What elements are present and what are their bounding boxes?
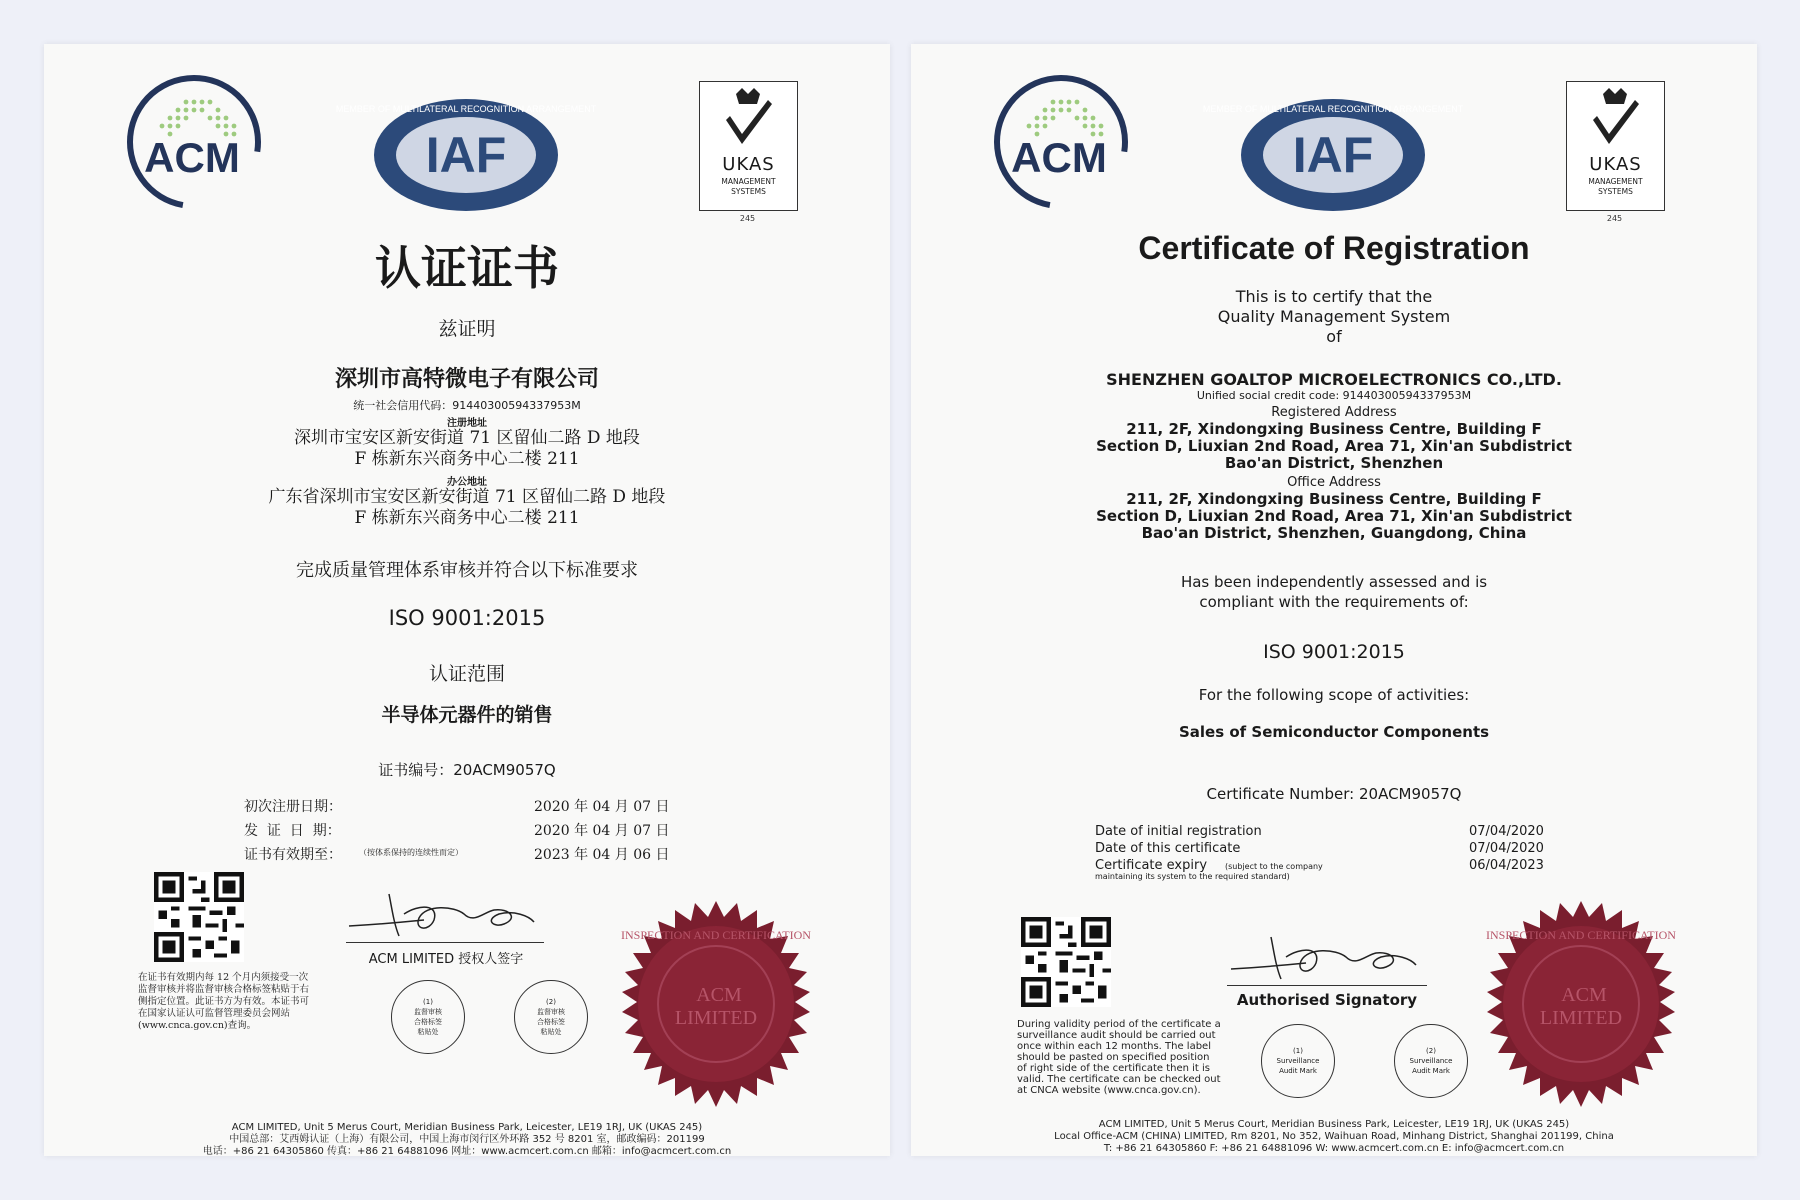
scope: 半导体元器件的销售 bbox=[381, 704, 553, 726]
svg-text:ACM: ACM bbox=[144, 134, 240, 181]
signature-line bbox=[1227, 985, 1427, 986]
certify-line: of bbox=[1326, 327, 1342, 346]
credit-code: Unified social credit code: 91440300594337953M bbox=[1196, 389, 1472, 402]
audit-mark-text: 合格标签 bbox=[537, 1018, 565, 1026]
note-line: valid. The certificate can be checked out bbox=[1017, 1074, 1221, 1085]
audit-mark-text: Audit Mark bbox=[1412, 1067, 1450, 1075]
ukas-logo bbox=[699, 81, 798, 211]
certify-text: 兹证明 bbox=[438, 318, 496, 340]
certificate-english bbox=[911, 44, 1757, 1156]
company-name: 深圳市高特微电子有限公司 bbox=[334, 367, 599, 392]
company-name: SHENZHEN GOALTOP MICROELECTRONICS CO.,LTD. bbox=[1106, 370, 1562, 389]
note-line: 在国家认证认可监督管理委员会网站 bbox=[138, 1008, 291, 1019]
footer bbox=[44, 1122, 890, 1158]
reg-address-label: 注册地址 bbox=[447, 418, 487, 429]
certificate-chinese bbox=[44, 44, 890, 1156]
statement: 完成质量管理体系审核并符合以下标准要求 bbox=[296, 560, 638, 581]
audit-mark-text: 粘贴处 bbox=[540, 1028, 562, 1036]
cert-number: Certificate Number: 20ACM9057Q bbox=[1206, 785, 1462, 803]
date-cert-label: Date of this certificate bbox=[1095, 841, 1241, 856]
office-address-line2: Section D, Liuxian 2nd Road, Area 71, Xin'an Subdistrict bbox=[1096, 507, 1572, 525]
footer-line-2: 中国总部：艾西姆认证（上海）有限公司，中国上海市闵行区外环路 352 号 8201 室，邮政编码：201199 bbox=[229, 1134, 705, 1145]
footer-line-3: 电话：+86 21 64305860 传真：+86 21 64881096 网址：www.acmcert.com.cn 邮箱：info@acmcert.com.cn bbox=[202, 1146, 732, 1157]
date-expiry-note: （按体系保持的连续性而定） bbox=[359, 848, 463, 857]
ukas-sub1: MANAGEMENT bbox=[721, 177, 776, 186]
note-line: 监督审核并将监督审核合格标签粘贴于右 bbox=[138, 984, 310, 995]
note-line: surveillance audit should be carried out bbox=[1017, 1030, 1216, 1041]
ukas-sub2: SYSTEMS bbox=[1598, 187, 1633, 196]
ukas-sub1: MANAGEMENT bbox=[1588, 177, 1643, 186]
seal-icon bbox=[1476, 899, 1686, 1109]
acm-logo-icon bbox=[983, 72, 1131, 217]
signature-icon bbox=[1226, 927, 1426, 985]
svg-text:MEMBER OF MULTILATERAL RECOGNI: MEMBER OF MULTILATERAL RECOGNITION ARRANGEMENT bbox=[1202, 104, 1464, 114]
audit-mark-text: 监督审核 bbox=[414, 1008, 442, 1016]
reg-address-line3: Bao'an District, Shenzhen bbox=[1224, 454, 1444, 472]
scope: Sales of Semiconductor Components bbox=[1178, 723, 1490, 741]
note-line: During validity period of the certificate a bbox=[1017, 1019, 1221, 1030]
office-address-label: Office Address bbox=[1287, 475, 1381, 490]
audit-mark-text: (2) bbox=[1426, 1047, 1436, 1055]
ukas-sub2: SYSTEMS bbox=[731, 187, 766, 196]
office-address bbox=[44, 487, 890, 529]
certify-line: This is to certify that the bbox=[1235, 287, 1433, 306]
footer bbox=[911, 1119, 1757, 1155]
audit-mark-text: (2) bbox=[546, 998, 556, 1006]
svg-text:LIMITED: LIMITED bbox=[1539, 1007, 1623, 1029]
ukas-number: 245 bbox=[739, 214, 756, 223]
cert-number: 证书编号：20ACM9057Q bbox=[378, 761, 556, 779]
acm-logo-icon bbox=[116, 72, 264, 217]
scope-label: 认证范围 bbox=[428, 663, 505, 685]
audit-mark-text: Surveillance bbox=[1276, 1057, 1320, 1065]
office-address-line3: Bao'an District, Shenzhen, Guangdong, China bbox=[1141, 524, 1527, 542]
footer-line-1: ACM LIMITED, Unit 5 Merus Court, Meridian Business Park, Leicester, LE19 1RJ, UK (UKAS 245) bbox=[1098, 1119, 1570, 1130]
date-issue-value: 2020 年 04 月 07 日 bbox=[534, 823, 670, 839]
audit-mark-2 bbox=[514, 980, 588, 1054]
reg-address bbox=[44, 428, 890, 470]
svg-text:IAF: IAF bbox=[1292, 127, 1374, 183]
statement-line: Has been independently assessed and is bbox=[1180, 573, 1488, 591]
cert-title: Certificate of Registration bbox=[1138, 230, 1530, 266]
audit-mark-text: (1) bbox=[423, 998, 433, 1006]
audit-mark-text: Audit Mark bbox=[1279, 1067, 1317, 1075]
qr-code-icon bbox=[1021, 917, 1111, 1007]
audit-mark-text: 粘贴处 bbox=[417, 1028, 439, 1036]
scope-label: For the following scope of activities: bbox=[1198, 686, 1470, 704]
crown-tick-icon bbox=[700, 82, 797, 152]
date-expiry-value: 2023 年 04 月 06 日 bbox=[534, 847, 670, 863]
audit-mark-1 bbox=[391, 980, 465, 1054]
certify-line: Quality Management System bbox=[1217, 307, 1451, 326]
svg-text:IAF: IAF bbox=[425, 127, 507, 183]
office-address-line1: 211, 2F, Xindongxing Business Centre, Building F bbox=[1126, 490, 1542, 508]
reg-address bbox=[911, 421, 1757, 472]
date-cert-value: 07/04/2020 bbox=[1469, 841, 1544, 856]
note-line: 在证书有效期内每 12 个月内须接受一次 bbox=[138, 972, 309, 983]
office-address-line2: F 栋新东兴商务中心二楼 211 bbox=[354, 508, 580, 528]
credit-code: 统一社会信用代码：91440300594337953M bbox=[353, 399, 581, 412]
reg-address-line2: Section D, Liuxian 2nd Road, Area 71, Xin'an Subdistrict bbox=[1096, 437, 1572, 455]
date-initial-label: 初次注册日期： bbox=[244, 799, 342, 815]
svg-text:LIMITED: LIMITED bbox=[674, 1007, 758, 1029]
signature-icon bbox=[344, 884, 544, 942]
reg-address-line2: F 栋新东兴商务中心二楼 211 bbox=[354, 449, 580, 469]
date-expiry-note: (subject to the company bbox=[1225, 862, 1323, 871]
date-initial-label: Date of initial registration bbox=[1095, 824, 1262, 839]
date-initial-value: 07/04/2020 bbox=[1469, 824, 1544, 839]
office-address bbox=[911, 491, 1757, 542]
date-initial-value: 2020 年 04 月 07 日 bbox=[534, 799, 670, 815]
validity-note bbox=[1017, 1019, 1237, 1096]
footer-line-2: Local Office-ACM (CHINA) LIMITED, Rm 8201, No 352, Waihuan Road, Minhang District, Shanghai 201199, China bbox=[1054, 1131, 1614, 1142]
svg-text:ACM: ACM bbox=[696, 984, 742, 1006]
reg-address-line1: 深圳市宝安区新安街道 71 区留仙二路 D 地段 bbox=[294, 428, 640, 448]
svg-text:INSPECTION AND CERTIFICATION: INSPECTION AND CERTIFICATION bbox=[621, 928, 811, 942]
ukas-logo bbox=[1566, 81, 1665, 211]
audit-mark-2 bbox=[1394, 1024, 1468, 1098]
svg-text:ACM: ACM bbox=[1561, 984, 1607, 1006]
ukas-number: 245 bbox=[1606, 214, 1623, 223]
date-issue-label: 发 证 日 期： bbox=[244, 823, 341, 839]
reg-address-label: Registered Address bbox=[1271, 405, 1397, 420]
note-line: at CNCA website (www.cnca.gov.cn). bbox=[1017, 1085, 1201, 1096]
date-expiry-value: 06/04/2023 bbox=[1469, 858, 1544, 873]
crown-tick-icon bbox=[1567, 82, 1664, 152]
svg-text:ACM: ACM bbox=[1011, 134, 1107, 181]
footer-line-3: T: +86 21 64305860 F: +86 21 64881096 W: www.acmcert.com.cn E: info@acmcert.com.cn bbox=[1103, 1143, 1565, 1154]
svg-text:INSPECTION AND CERTIFICATION: INSPECTION AND CERTIFICATION bbox=[1486, 928, 1676, 942]
date-expiry-label: Certificate expiry bbox=[1095, 858, 1208, 873]
standard: ISO 9001:2015 bbox=[388, 606, 546, 630]
audit-mark-text: 监督审核 bbox=[537, 1008, 565, 1016]
note-line: (www.cnca.gov.cn)查询。 bbox=[138, 1020, 257, 1031]
ukas-label: UKAS bbox=[1589, 154, 1642, 175]
date-expiry-note-2: maintaining its system to the required standard) bbox=[1095, 872, 1290, 881]
cert-title: 认证证书 bbox=[375, 241, 559, 295]
iaf-logo-icon bbox=[335, 96, 597, 214]
audit-mark-text: (1) bbox=[1293, 1047, 1303, 1055]
reg-address-line1: 211, 2F, Xindongxing Business Centre, Building F bbox=[1126, 420, 1542, 438]
note-line: should be pasted on specified position bbox=[1017, 1052, 1210, 1063]
audit-mark-1 bbox=[1261, 1024, 1335, 1098]
note-line: of right side of the certificate then it is bbox=[1017, 1063, 1210, 1074]
signature-line bbox=[346, 942, 544, 943]
signatory-label: Authorised Signatory bbox=[1236, 991, 1418, 1009]
standard: ISO 9001:2015 bbox=[1263, 641, 1405, 663]
footer-line-1: ACM LIMITED, Unit 5 Merus Court, Meridian Business Park, Leicester, LE19 1RJ, UK (UKAS 245) bbox=[231, 1122, 703, 1133]
signatory-label: ACM LIMITED 授权人签字 bbox=[368, 952, 524, 967]
audit-mark-text: Surveillance bbox=[1409, 1057, 1453, 1065]
note-line: once within each 12 months. The label bbox=[1017, 1041, 1211, 1052]
note-line: 侧指定位置。此证书方为有效。本证书可 bbox=[138, 996, 310, 1007]
seal-icon bbox=[611, 899, 821, 1109]
office-address-line1: 广东省深圳市宝安区新安街道 71 区留仙二路 D 地段 bbox=[268, 487, 666, 507]
svg-text:MEMBER OF MULTILATERAL RECOGNI: MEMBER OF MULTILATERAL RECOGNITION ARRANGEMENT bbox=[335, 104, 597, 114]
statement-line: compliant with the requirements of: bbox=[1199, 593, 1469, 611]
qr-code-icon bbox=[154, 872, 244, 962]
iaf-logo-icon bbox=[1202, 96, 1464, 214]
date-expiry-label: 证书有效期至： bbox=[244, 847, 342, 863]
audit-mark-text: 合格标签 bbox=[414, 1018, 442, 1026]
ukas-label: UKAS bbox=[722, 154, 775, 175]
office-address-label: 办公地址 bbox=[447, 477, 487, 488]
validity-note bbox=[138, 972, 338, 1032]
statement bbox=[911, 572, 1757, 612]
certify-text bbox=[911, 287, 1757, 347]
